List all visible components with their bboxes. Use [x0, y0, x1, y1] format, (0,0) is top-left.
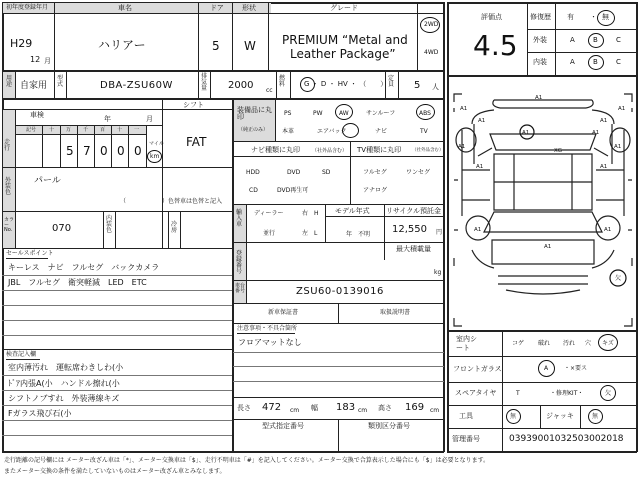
reg-month: 12 — [30, 55, 41, 64]
recycle-value: 12,550 — [392, 224, 427, 235]
inspector-line-1: 室内薄汚れ 運転席わきしわ(小 — [8, 363, 124, 372]
drive-2wd: 2WD — [424, 21, 439, 28]
warranty-b: 取扱説明書 — [380, 309, 411, 316]
model-year-value: 年 不明 — [346, 231, 371, 238]
size-h-unit: cm — [430, 407, 440, 414]
import-h: H — [314, 210, 319, 217]
equip-tv: TV — [420, 128, 428, 135]
exterior-a: A — [570, 36, 575, 44]
capacity-label: 定員 — [388, 75, 395, 88]
import-right: 右 — [302, 210, 309, 217]
fuel-label: 燃料 — [279, 75, 286, 88]
equip-abs: ABS — [419, 110, 431, 117]
inspector-line-3: シフトノブすれ 外装薄線キズ — [8, 394, 120, 403]
mgmt-value: 03939001032503002018 — [509, 434, 624, 444]
reg-label: 初年度登録年月 — [6, 4, 49, 11]
seat-label: 室内シート — [456, 335, 477, 353]
odo-unit-6: 一 — [134, 127, 140, 133]
import-l: L — [314, 230, 318, 237]
odo-digit-2: 7 — [83, 144, 91, 158]
seat-yabure: 破れ — [538, 340, 551, 347]
odo-digit-1: 5 — [66, 144, 74, 158]
equip-sunroof: サンルーフ — [366, 110, 396, 117]
exterior-c: C — [616, 36, 621, 44]
mark-door-fr: A1 — [600, 164, 608, 170]
equip-label: 装備品に丸印 — [237, 106, 272, 121]
color-code-label: カラーNo. — [4, 217, 15, 233]
mark-door-fl: A1 — [476, 164, 484, 170]
mark-wheel-rl: A1 — [474, 227, 482, 233]
mark-tailgate: A1 — [544, 244, 552, 250]
inspector-line-2: ﾄﾞｱ内張A(小 ハンドル擦れ(小 — [8, 379, 120, 388]
doors-label: ドア — [210, 4, 224, 12]
navi-note: （社外品含む） — [312, 148, 348, 154]
capacity-value: 5 — [414, 80, 421, 91]
cool-label: 冷房 — [171, 221, 178, 234]
mark-wheel-fr: A1 — [614, 144, 622, 150]
mark-wheel-rr: A1 — [604, 227, 612, 233]
size-len-unit: cm — [290, 407, 300, 414]
mark-windshield: A1 — [522, 130, 530, 136]
score-value: 4.5 — [473, 29, 518, 62]
odo-label: 走行 — [4, 139, 11, 152]
mark-pillar-right: A1 — [592, 130, 600, 136]
tv-oneseg: ワンセグ — [406, 169, 431, 176]
glass-label: フロントガラス — [453, 365, 502, 373]
capacity-unit: 人 — [432, 83, 439, 91]
tv-fullseg: フルセグ — [363, 169, 387, 176]
inspection-month: 月 — [146, 115, 153, 123]
interior-a: A — [570, 58, 575, 66]
chassis-label: 車台番号 — [235, 283, 246, 294]
model-year-label: モデル年式 — [335, 207, 370, 215]
chassis-value: ZSU60-0139016 — [296, 286, 384, 297]
disp-value: 2000 — [228, 80, 254, 91]
jack-label: ジャッキ — [546, 412, 574, 420]
navi-dvd: DVD — [287, 169, 301, 176]
equip-pw: PW — [313, 110, 323, 117]
recycle-label: リサイクル預託金 — [386, 207, 442, 215]
seat-koge: コゲ — [512, 340, 525, 347]
score-label: 評価点 — [481, 13, 502, 21]
seat-ana: 穴 — [585, 340, 592, 347]
size-w-unit: cm — [358, 407, 368, 414]
fuel-options: G ・ D ・ HV ・ （ ） — [304, 80, 388, 88]
disp-unit: cc — [266, 87, 273, 94]
car-damage-diagram — [450, 90, 636, 330]
navi-sd: SD — [322, 169, 331, 176]
doors-value: 5 — [212, 39, 220, 53]
plate-label: 登録番号 — [236, 250, 243, 275]
jack-value: 無 — [592, 413, 599, 420]
seat-yogore: 汚れ — [563, 340, 576, 347]
size-h: 169 — [405, 402, 425, 413]
tv-analog: アナログ — [363, 187, 388, 194]
equip-ps: PS — [284, 110, 292, 117]
exterior-label: 外装 — [533, 36, 547, 44]
notes-label: 注意事項・不具合箇所 — [237, 325, 298, 332]
disp-label: 排気量 — [201, 73, 208, 92]
mark-wheel-fl: A1 — [458, 144, 466, 150]
mark-fender-left: A1 — [478, 118, 486, 124]
repair-label: 修復歴 — [530, 13, 551, 21]
inspection-label: 車検 — [30, 111, 44, 119]
load-unit: kg — [434, 269, 442, 276]
import-label: 輸入車 — [236, 209, 243, 228]
repair-has: 有 — [567, 13, 574, 21]
mgmt-label: 管理番号 — [452, 435, 480, 443]
navi-dvd-play: DVD再生可 — [277, 187, 309, 194]
tv-title: TV種類に丸印 — [357, 146, 402, 154]
recycle-unit: 円 — [436, 229, 443, 236]
odo-unit-5: 十 — [117, 127, 123, 133]
odo-mile: マイル — [149, 141, 164, 147]
spare-kit: ・修理KIT・ — [550, 390, 584, 397]
odo-unit-4: 百 — [100, 127, 106, 133]
grade-line2: Leather Package” — [290, 47, 396, 61]
equip-navi: ナビ — [375, 128, 388, 135]
import-left: 左 — [302, 230, 309, 237]
odo-digit-4: 0 — [117, 144, 125, 158]
color-label: 外装色 — [5, 177, 12, 196]
interior-c: C — [616, 58, 621, 66]
spare-t: T — [516, 390, 520, 397]
car-name: ハリアー — [98, 38, 146, 52]
footer-line-2: またメーター交換の条件を満たしていないものはメーター改ざん車とみなします。 — [4, 468, 226, 475]
interior-b: B — [593, 58, 598, 66]
interior-label: 内装 — [533, 58, 547, 66]
repair-dot: ・ — [590, 13, 597, 21]
mark-fender-right: A1 — [600, 118, 608, 124]
inspector-line-4: Fガラス飛び石(小 — [8, 409, 72, 418]
spare-label: スペアタイヤ — [455, 389, 497, 397]
mark-hood: A1 — [535, 95, 543, 101]
int-color-label: 内装色 — [106, 215, 113, 234]
seat-kizu: キズ — [602, 340, 614, 347]
import-parallel: 並行 — [263, 230, 276, 237]
use-value: 自家用 — [20, 81, 48, 91]
load-label: 最大積載量 — [396, 245, 431, 253]
mark-front-right: A1 — [618, 106, 626, 112]
odo-record: 記号 — [26, 127, 37, 133]
shape-label: 形状 — [242, 4, 256, 12]
color-code: 070 — [52, 223, 72, 234]
tv-note: （社外品含む） — [412, 148, 444, 153]
repair-none: 無 — [602, 13, 609, 21]
navi-title: ナビ種類に丸印 — [251, 146, 300, 154]
type-num-b: 類別区分番号 — [368, 422, 410, 430]
inspection-year: 年 — [104, 115, 111, 123]
car-name-label: 車名 — [118, 4, 132, 12]
odo-unit-3: 千 — [83, 127, 89, 133]
tools-value: 無 — [510, 413, 517, 420]
shift-label: シフト — [183, 101, 204, 109]
size-w: 183 — [336, 402, 356, 413]
equip-aw: AW — [339, 110, 349, 117]
mark-roof: XG — [554, 148, 563, 154]
drive-4wd: 4WD — [424, 49, 439, 56]
size-w-label: 幅 — [311, 404, 318, 412]
size-len-label: 長さ — [237, 404, 251, 412]
color-note: （ ）色替車は色替と記入 — [120, 198, 223, 205]
odo-digit-5: 0 — [134, 144, 142, 158]
type-label: 型式 — [57, 75, 64, 88]
mark-rear-missing: 欠 — [615, 275, 622, 282]
tools-label: 工具 — [459, 412, 473, 420]
import-dealer: ディーラー — [254, 210, 284, 217]
odo-unit-2: 万 — [66, 127, 72, 133]
size-len: 472 — [262, 402, 282, 413]
reg-month-suffix: 月 — [44, 57, 51, 65]
equip-note: （純正のみ） — [238, 127, 269, 133]
sales-line-1: キーレス ナビ フルセグ バックカメラ — [8, 263, 160, 272]
inspector-label: 検査記入欄 — [6, 351, 37, 358]
navi-cd: CD — [249, 187, 258, 194]
navi-hdd: HDD — [246, 169, 260, 176]
equip-leather: 本革 — [282, 128, 295, 135]
type-value: DBA-ZSU60W — [100, 80, 173, 91]
equip-airbag: エアバック — [317, 128, 347, 135]
grade-line1: PREMIUM “Metal and — [282, 33, 408, 47]
odo-km: km — [150, 153, 160, 160]
mark-front-left: A1 — [460, 106, 468, 112]
odo-unit-1: 十 — [49, 127, 55, 133]
size-h-label: 高さ — [378, 404, 392, 412]
spare-none: 欠 — [605, 390, 612, 397]
reg-era: H29 — [10, 37, 33, 50]
sales-line-2: JBL フルセグ 衛突軽減 LED ETC — [8, 278, 147, 287]
notes-line-1: フロアマットなし — [238, 338, 302, 347]
warranty-a: 新車保証書 — [268, 309, 299, 316]
exterior-b: B — [593, 36, 598, 44]
grade-label: グレード — [330, 4, 358, 12]
sales-label: セールスポイント — [6, 250, 54, 257]
footer-line-1: 走行距離の記号欄には メーター改ざん車は「*」、メーター交換車は「$」、走行不明車は「#」を記入してください。メーター交換で合算表示した場合にも「$」は必要となります。 — [4, 457, 490, 464]
shape-value: W — [244, 39, 256, 53]
color-value: パール — [34, 176, 61, 186]
use-label: 用途 — [6, 75, 13, 88]
glass-x: ・×要ス — [564, 365, 588, 372]
type-num-a: 型式指定番号 — [262, 422, 304, 430]
odo-digit-3: 0 — [100, 144, 108, 158]
shift-value: FAT — [186, 135, 207, 149]
glass-a: A — [544, 365, 549, 372]
